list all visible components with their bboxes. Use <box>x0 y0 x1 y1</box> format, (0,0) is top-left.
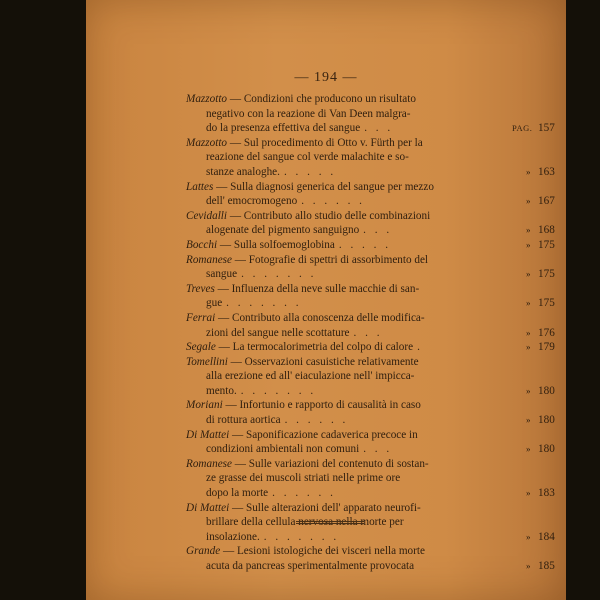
toc-entry-line <box>186 355 562 370</box>
toc-page-number: 163 <box>538 165 555 178</box>
dot-leader: . . . <box>363 224 393 237</box>
dot-leader: . <box>417 341 423 354</box>
toc-author: Mazzotto <box>186 136 228 149</box>
toc-author: Mazzotto <box>186 93 228 105</box>
toc-author: Di Mattei <box>186 501 230 514</box>
toc-entry <box>186 501 562 545</box>
toc-page-number: 176 <box>538 326 555 339</box>
toc-page-number: 168 <box>538 224 555 237</box>
page-ref-marker: » <box>526 444 531 455</box>
toc-title-text: do la presenza effettiva del sangue <box>206 122 361 135</box>
toc-title-text: — Fotografie di spettri di assorbimento del <box>234 253 429 266</box>
toc-title-text: — Condizioni che producono un risultato <box>229 93 416 105</box>
toc-page-number: 175 <box>538 297 555 310</box>
toc-author: Romanese <box>186 253 232 266</box>
toc-entry-line <box>186 398 562 413</box>
page-ref-marker: » <box>526 561 531 571</box>
page-ref-marker: » <box>526 298 531 309</box>
toc-entry-line <box>186 559 562 574</box>
toc-entry-line <box>186 311 562 326</box>
page-ref-marker: » <box>526 415 531 426</box>
toc-entry-line <box>186 223 562 238</box>
toc-page-number: 180 <box>538 384 555 397</box>
toc-entry <box>186 180 562 209</box>
toc-author: Lattes <box>186 180 214 193</box>
toc-entry-line <box>186 209 562 224</box>
toc-title-text: mento. <box>206 384 237 397</box>
toc-title-text: — Contributo alla conoscenza delle modifica- <box>218 311 425 324</box>
dot-leader: . . . . . . . <box>226 297 302 310</box>
toc-author: Tomellini <box>186 355 228 368</box>
toc-entry-line <box>186 92 562 107</box>
toc-title-text: negativo con la reazione di Van Deen malgra- <box>206 107 411 120</box>
toc-author: Ferrai <box>186 311 216 324</box>
toc-page-number: 175 <box>538 268 555 281</box>
toc-title-text: — Sulla diagnosi generica del sangue per mezzo <box>216 180 434 193</box>
dot-leader: . . . . . . . <box>241 268 317 281</box>
toc-entry-line <box>186 326 562 341</box>
dot-leader: . . . . . <box>338 238 392 251</box>
toc-entry-line <box>186 457 562 472</box>
toc-entry-line <box>186 150 562 165</box>
toc-entry-line <box>186 282 562 297</box>
toc-title-text: dopo la morte <box>206 487 269 500</box>
dot-leader: . . . <box>363 443 393 456</box>
dot-leader: . . . . . . . <box>240 384 317 397</box>
dot-leader: . . . . . . . <box>263 530 340 543</box>
toc-entry <box>186 398 562 427</box>
toc-entry-line <box>186 296 562 311</box>
toc-title-text: stanze analoghe. <box>206 165 280 178</box>
toc-title-text: condizioni ambientali non comuni <box>206 443 360 456</box>
toc-author: Segale <box>186 341 216 354</box>
page-ref-marker: » <box>526 488 531 499</box>
toc-entry-line <box>186 121 562 136</box>
dot-leader: . . . . . . <box>301 195 365 208</box>
toc-title-text: ze grasse dei muscoli striati nelle prime ore <box>206 472 401 485</box>
double-rule-divider <box>296 521 364 524</box>
toc-entry-line <box>186 442 562 457</box>
toc-title-text: brillare della cellula nervosa nella morte per <box>206 516 404 529</box>
toc-entry <box>186 238 562 253</box>
toc-author: Moriani <box>186 399 223 412</box>
toc-entry <box>186 428 562 457</box>
toc-entry-line <box>186 486 562 501</box>
toc-entry-line <box>186 165 562 180</box>
dot-leader: . . . . . . <box>272 487 336 500</box>
toc-entry-line <box>186 530 562 545</box>
toc-entry-line <box>186 471 562 486</box>
toc-entry <box>186 457 562 501</box>
page-ref-marker: » <box>526 385 531 396</box>
dot-leader: . . . . . . <box>284 414 349 427</box>
toc-entry-line <box>186 544 562 559</box>
toc-title-text: sangue <box>206 268 238 281</box>
toc-entry-line <box>186 107 562 122</box>
toc-title-text: — Influenza della neve sulle macchie di san- <box>217 282 420 295</box>
toc-entry-line <box>186 428 562 443</box>
toc-page-number: 180 <box>538 414 555 427</box>
toc-author: Di Mattei <box>186 428 230 441</box>
toc-entry-line <box>186 194 562 209</box>
toc-page-number: 184 <box>538 530 555 543</box>
toc-title-text: insolazione. <box>206 530 260 543</box>
page-number: — 194 — <box>294 70 358 85</box>
toc-page-number: 167 <box>538 195 555 208</box>
page-ref-marker: » <box>526 342 531 353</box>
toc-author: Treves <box>186 282 215 295</box>
toc-title-text: gue <box>206 297 223 310</box>
toc-entry-line <box>186 253 562 268</box>
toc-author: Bocchi <box>186 238 218 251</box>
toc-entry-line <box>186 267 562 282</box>
toc-entry <box>186 311 562 340</box>
book-page <box>86 0 566 600</box>
toc-page-number: 185 <box>538 560 555 572</box>
page-ref-marker: » <box>526 196 531 207</box>
toc-title-text: — Sulle variazioni del contenuto di sostan- <box>234 457 429 470</box>
toc-entry-line <box>186 413 562 428</box>
toc-title-text: — Sul procedimento di Otto v. Fürth per la <box>229 136 423 149</box>
toc-entry-line <box>186 180 562 195</box>
toc-entry-line <box>186 238 562 253</box>
toc-title-text: — La termocalorimetria del colpo di calore <box>218 341 414 354</box>
toc-title-text: — Saponificazione cadaverica precoce in <box>232 428 418 441</box>
page-ref-marker: » <box>526 269 531 280</box>
toc-author: Grande <box>186 545 221 558</box>
toc-entry <box>186 340 562 355</box>
toc-page-number: 180 <box>538 443 555 456</box>
toc-title-text: — Contributo allo studio delle combinazioni <box>229 209 431 222</box>
toc-entry <box>186 136 562 180</box>
toc-title-text: — Osservazioni casuistiche relativamente <box>230 355 419 368</box>
toc-title-text: — Infortunio e rapporto di causalità in caso <box>225 399 421 412</box>
toc-entry <box>186 253 562 282</box>
dot-leader: . . . <box>353 326 383 339</box>
dot-leader: . . . <box>364 122 394 135</box>
toc-title-text: zioni del sangue nelle scottature <box>206 326 350 339</box>
toc-author: Cevidalli <box>186 209 228 222</box>
toc-entry-line <box>186 369 562 384</box>
toc-page-number: 179 <box>538 341 555 354</box>
toc-entry-line <box>186 384 562 399</box>
toc-title-text: acuta da pancreas sperimentalmente provocata <box>206 560 415 572</box>
toc-title-text: alla erezione ed all' eiaculazione nell' impicca- <box>206 370 415 383</box>
toc-title-text: dell' emocromogeno <box>206 195 298 208</box>
page-ref-marker: » <box>526 531 531 542</box>
toc-entry-line <box>186 515 562 530</box>
toc-entry-line <box>186 136 562 151</box>
toc-entry <box>186 355 562 399</box>
table-of-contents <box>186 92 562 574</box>
toc-title-text: — Sulle alterazioni dell' apparato neurofi- <box>232 501 421 514</box>
toc-page-number: 183 <box>538 487 555 500</box>
toc-entry <box>186 282 562 311</box>
toc-author: Romanese <box>186 457 232 470</box>
dot-leader: . . . . . <box>283 165 337 178</box>
page-ref-marker: » <box>526 166 531 177</box>
toc-page-number: 157 <box>538 122 555 135</box>
toc-title-text: alogenate del pigmento sanguigno <box>206 224 360 237</box>
toc-entry <box>186 209 562 238</box>
toc-title-text: — Lesioni istologiche dei visceri nella morte <box>222 545 425 558</box>
page-ref-marker: » <box>526 239 531 250</box>
page-ref-marker: PAG. <box>512 123 533 134</box>
toc-title-text: di rottura aortica <box>206 414 281 427</box>
toc-entry-line <box>186 340 562 355</box>
toc-entry-line <box>186 501 562 516</box>
toc-title-text: — Sulla solfoemoglobina <box>219 238 335 251</box>
toc-page-number: 175 <box>538 238 555 251</box>
page-ref-marker: » <box>526 327 531 338</box>
page-ref-marker: » <box>526 225 531 236</box>
toc-entry <box>186 92 562 136</box>
toc-entry <box>186 544 562 573</box>
toc-title-text: reazione del sangue col verde malachite e so- <box>206 151 409 164</box>
